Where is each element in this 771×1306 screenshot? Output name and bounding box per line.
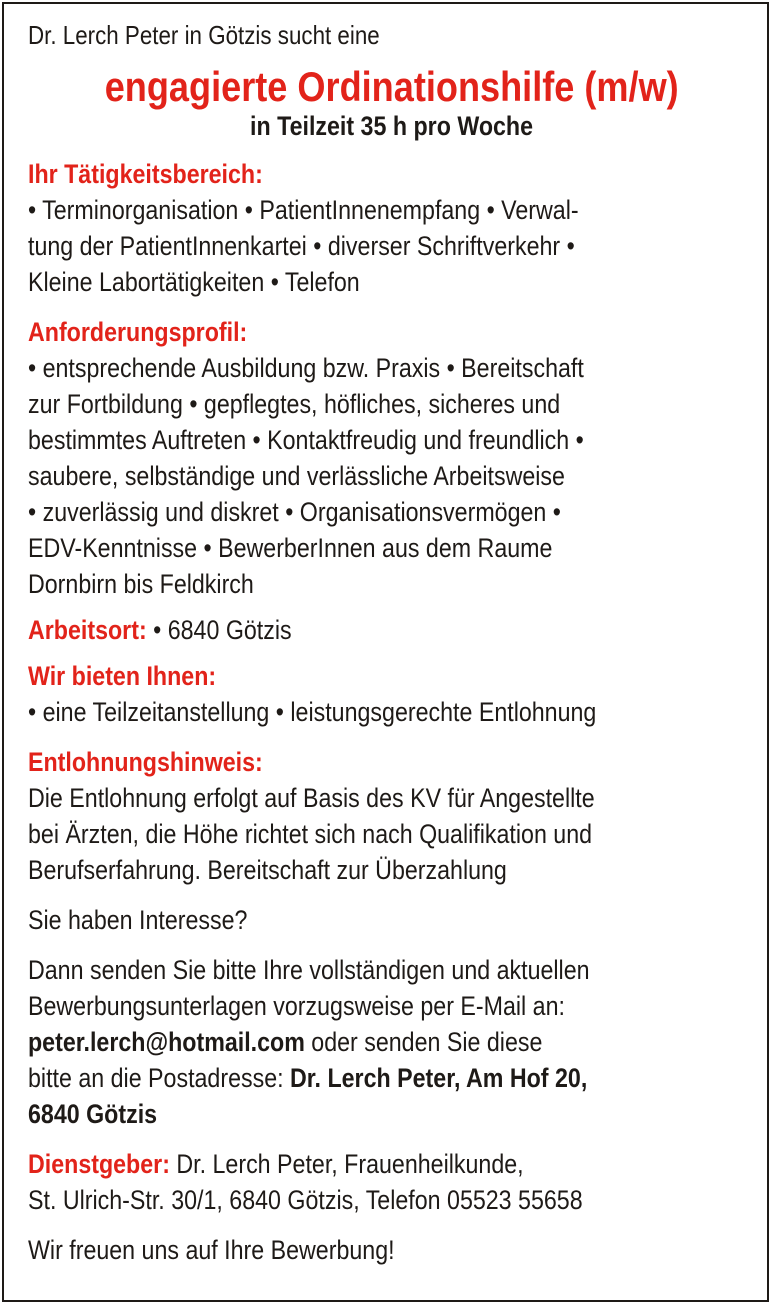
taetigkeit-heading: Ihr Tätigkeitsbereich: [28, 159, 263, 189]
bewerbung-line: Bewerbungsunterlagen vorzugsweise per E-Mail an: [28, 991, 565, 1021]
anforderung-line: Dornbirn bis Feldkirch [28, 569, 254, 599]
intro-line: Dr. Lerch Peter in Götzis sucht eine [28, 20, 380, 50]
bewerbung-line: peter.lerch@hotmail.com oder senden Sie diese [28, 1027, 543, 1057]
dienstgeber-line: Dienstgeber: Dr. Lerch Peter, Frauenheilkunde, [28, 1149, 524, 1179]
anforderung-line: • entsprechende Ausbildung bzw. Praxis • Bereitschaft [28, 353, 584, 383]
arbeitsort-value: • 6840 Götzis [146, 615, 292, 645]
anforderung-line: EDV-Kenntnisse • BewerberInnen aus dem Raume [28, 533, 553, 563]
taetigkeit-line: tung der PatientInnenkartei • diverser Schriftverkehr • [28, 231, 575, 261]
postal-address: Dr. Lerch Peter, Am Hof 20, [290, 1063, 588, 1093]
job-title: engagierte Ordinationshilfe (m/w) [104, 63, 679, 110]
arbeitsort-line [28, 612, 755, 648]
dienstgeber-label: Dienstgeber: [28, 1149, 170, 1179]
taetigkeit-line: Kleine Labortätigkeiten • Telefon [28, 267, 360, 297]
taetigkeit-line: • Terminorganisation • PatientInnenempfang • Verwal- [28, 195, 579, 225]
postal-city: 6840 Götzis [28, 1099, 158, 1129]
angebot-heading: Wir bieten Ihnen: [28, 661, 217, 691]
interesse-line: Sie haben Interesse? [28, 905, 248, 935]
entlohnung-line: Die Entlohnung erfolgt auf Basis des KV für Angestellte [28, 783, 595, 813]
dienstgeber-line: St. Ulrich-Str. 30/1, 6840 Götzis, Telefon 05523 55658 [28, 1185, 583, 1215]
job-subtitle: in Teilzeit 35 h pro Woche [250, 111, 533, 141]
arbeitsort-label: Arbeitsort: [28, 615, 147, 645]
entlohnung-line: Berufserfahrung. Bereitschaft zur Überzahlung [28, 855, 507, 885]
job-advertisement [2, 2, 769, 1302]
bewerbung-line: bitte an die Postadresse: Dr. Lerch Peter, Am Hof 20, [28, 1063, 588, 1093]
anforderung-line: zur Fortbildung • gepflegtes, höfliches, sicheres und [28, 389, 561, 419]
anforderung-line: bestimmtes Auftreten • Kontaktfreudig und freundlich • [28, 425, 584, 455]
anforderung-heading: Anforderungsprofil: [28, 317, 248, 347]
anforderung-line: saubere, selbständige und verlässliche Arbeitsweise [28, 461, 565, 491]
anforderung-line: • zuverlässig und diskret • Organisationsvermögen • [28, 497, 561, 527]
entlohnung-heading: Entlohnungshinweis: [28, 747, 263, 777]
email-address[interactable]: peter.lerch@hotmail.com [28, 1027, 305, 1057]
bewerbung-line [28, 1096, 755, 1132]
angebot-line: • eine Teilzeitanstellung • leistungsgerechte Entlohnung [28, 697, 597, 727]
entlohnung-line: bei Ärzten, die Höhe richtet sich nach Qualifikation und [28, 819, 593, 849]
closing-line: Wir freuen uns auf Ihre Bewerbung! [28, 1235, 395, 1265]
bewerbung-line: Dann senden Sie bitte Ihre vollständigen und aktuellen [28, 955, 590, 985]
